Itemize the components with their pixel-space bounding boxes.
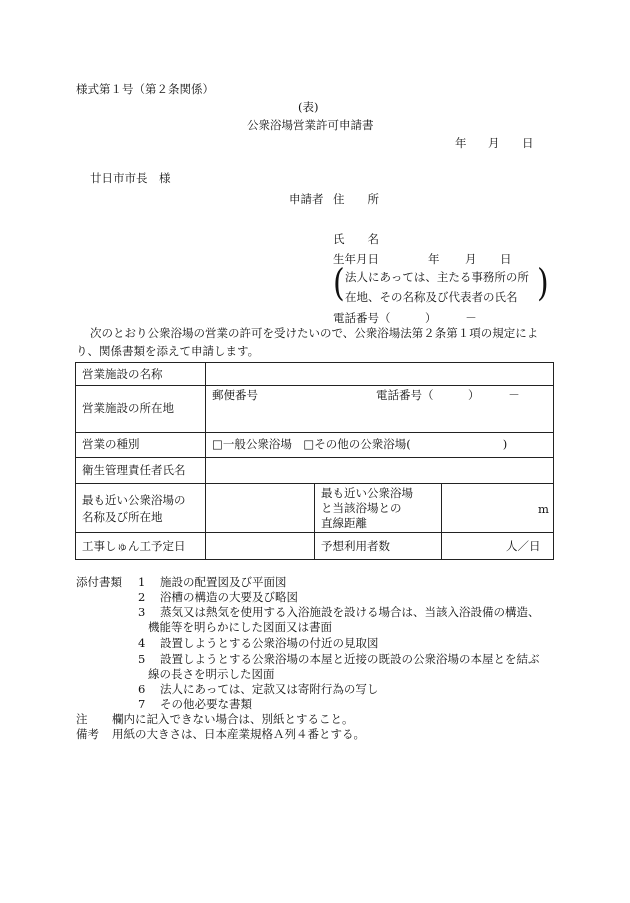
name-label: 氏 名: [333, 232, 379, 246]
attachment-num: 7: [138, 697, 146, 711]
column-divider: [441, 483, 442, 559]
front-side-label: (表): [298, 100, 319, 114]
date-year-label: 年: [455, 136, 467, 150]
attachment-text: 施設の配置図及び平面図: [160, 575, 287, 589]
manager-label: 衛生管理責任者氏名: [82, 463, 186, 477]
nearest-bath-label-line2: 名称及び所在地: [82, 510, 163, 524]
users-unit: 人／日: [506, 539, 541, 553]
birthdate-label: 生年月日: [333, 252, 379, 266]
row-divider: [76, 432, 553, 433]
facility-name-label: 営業施設の名称: [82, 367, 163, 381]
attachment-text: その他必要な書類: [160, 697, 252, 711]
body-text-line1: 次のとおり公衆浴場の営業の許可を受けたいので、公衆浴場法第２条第１項の規定によ: [90, 326, 539, 340]
distance-label-line2: と当該浴場との: [321, 501, 402, 515]
attachment-text: 法人にあっては、定款又は寄附行為の写し: [160, 682, 379, 696]
distance-label-line1: 最も近い公衆浴場: [321, 486, 413, 500]
attachment-text: 設置しようとする公衆浴場の本屋と近接の既設の公衆浴場の本屋とを結ぶ: [160, 652, 540, 666]
addressee: 廿日市市長 様: [90, 171, 171, 185]
business-type-options: □一般公衆浴場 □その他の公衆浴場( ): [212, 437, 508, 451]
attachment-text: 蒸気又は熱気を使用する入浴施設を設ける場合は、当該入浴設備の構造、: [160, 605, 540, 619]
address-label: 住 所: [333, 192, 379, 206]
application-table: [75, 362, 554, 560]
attachment-num: 6: [138, 682, 146, 696]
remark-label: 備考: [76, 727, 99, 741]
row-divider: [76, 385, 553, 386]
birth-month-label: 月: [465, 252, 477, 266]
date-month-label: 月: [488, 136, 500, 150]
corporate-note-line1: 法人にあっては、主たる事務所の所: [345, 270, 529, 284]
page-title: 公衆浴場営業許可申請書: [247, 118, 374, 132]
remark-text: 用紙の大きさは、日本産業規格Ａ列４番とする。: [112, 727, 365, 741]
birth-day-label: 日: [500, 252, 512, 266]
column-divider: [314, 483, 315, 559]
attachment-num: 2: [138, 590, 146, 604]
column-divider: [205, 363, 206, 559]
attachment-num: 3: [138, 605, 146, 619]
bracket-left: (: [333, 261, 345, 306]
distance-unit: m: [538, 502, 549, 516]
distance-label-line3: 直線距離: [321, 516, 367, 530]
row-divider: [76, 457, 553, 458]
attachments-heading: 添付書類: [76, 575, 122, 589]
body-text-line2: り、関係書類を添えて申請します。: [76, 344, 260, 358]
attachment-text: 浴槽の構造の大要及び略図: [160, 590, 298, 604]
attachment-text: 設置しようとする公衆浴場の付近の見取図: [160, 636, 379, 650]
attachment-num: 5: [138, 652, 146, 666]
applicant-label: 申請者: [289, 192, 324, 206]
note-label: 注: [76, 712, 88, 726]
attachment-text-cont: 機能等を明らかにした図面又は書面: [148, 620, 332, 634]
attachment-num: 4: [138, 636, 146, 650]
note-text: 欄内に記入できない場合は、別紙とすること。: [112, 712, 354, 726]
construction-date-label: 工事しゅん工予定日: [82, 539, 186, 553]
nearest-bath-label-line1: 最も近い公衆浴場の: [82, 493, 186, 507]
attachment-num: 1: [138, 575, 146, 589]
facility-location-label: 営業施設の所在地: [82, 401, 174, 415]
expected-users-label: 予想利用者数: [321, 539, 390, 553]
attachment-text-cont: 線の長さを明示した図面: [148, 667, 275, 681]
applicant-phone: 電話番号（ ） －: [333, 311, 477, 325]
facility-phone-label: 電話番号（ ） －: [376, 388, 520, 402]
postal-code-label: 郵便番号: [212, 388, 258, 402]
birth-year-label: 年: [428, 252, 440, 266]
corporate-note-line2: 在地、その名称及び代表者の氏名: [345, 290, 518, 304]
business-type-label: 営業の種別: [82, 437, 140, 451]
date-day-label: 日: [522, 136, 534, 150]
form-number: 様式第１号（第２条関係）: [76, 82, 214, 96]
bracket-right: ): [537, 261, 549, 306]
